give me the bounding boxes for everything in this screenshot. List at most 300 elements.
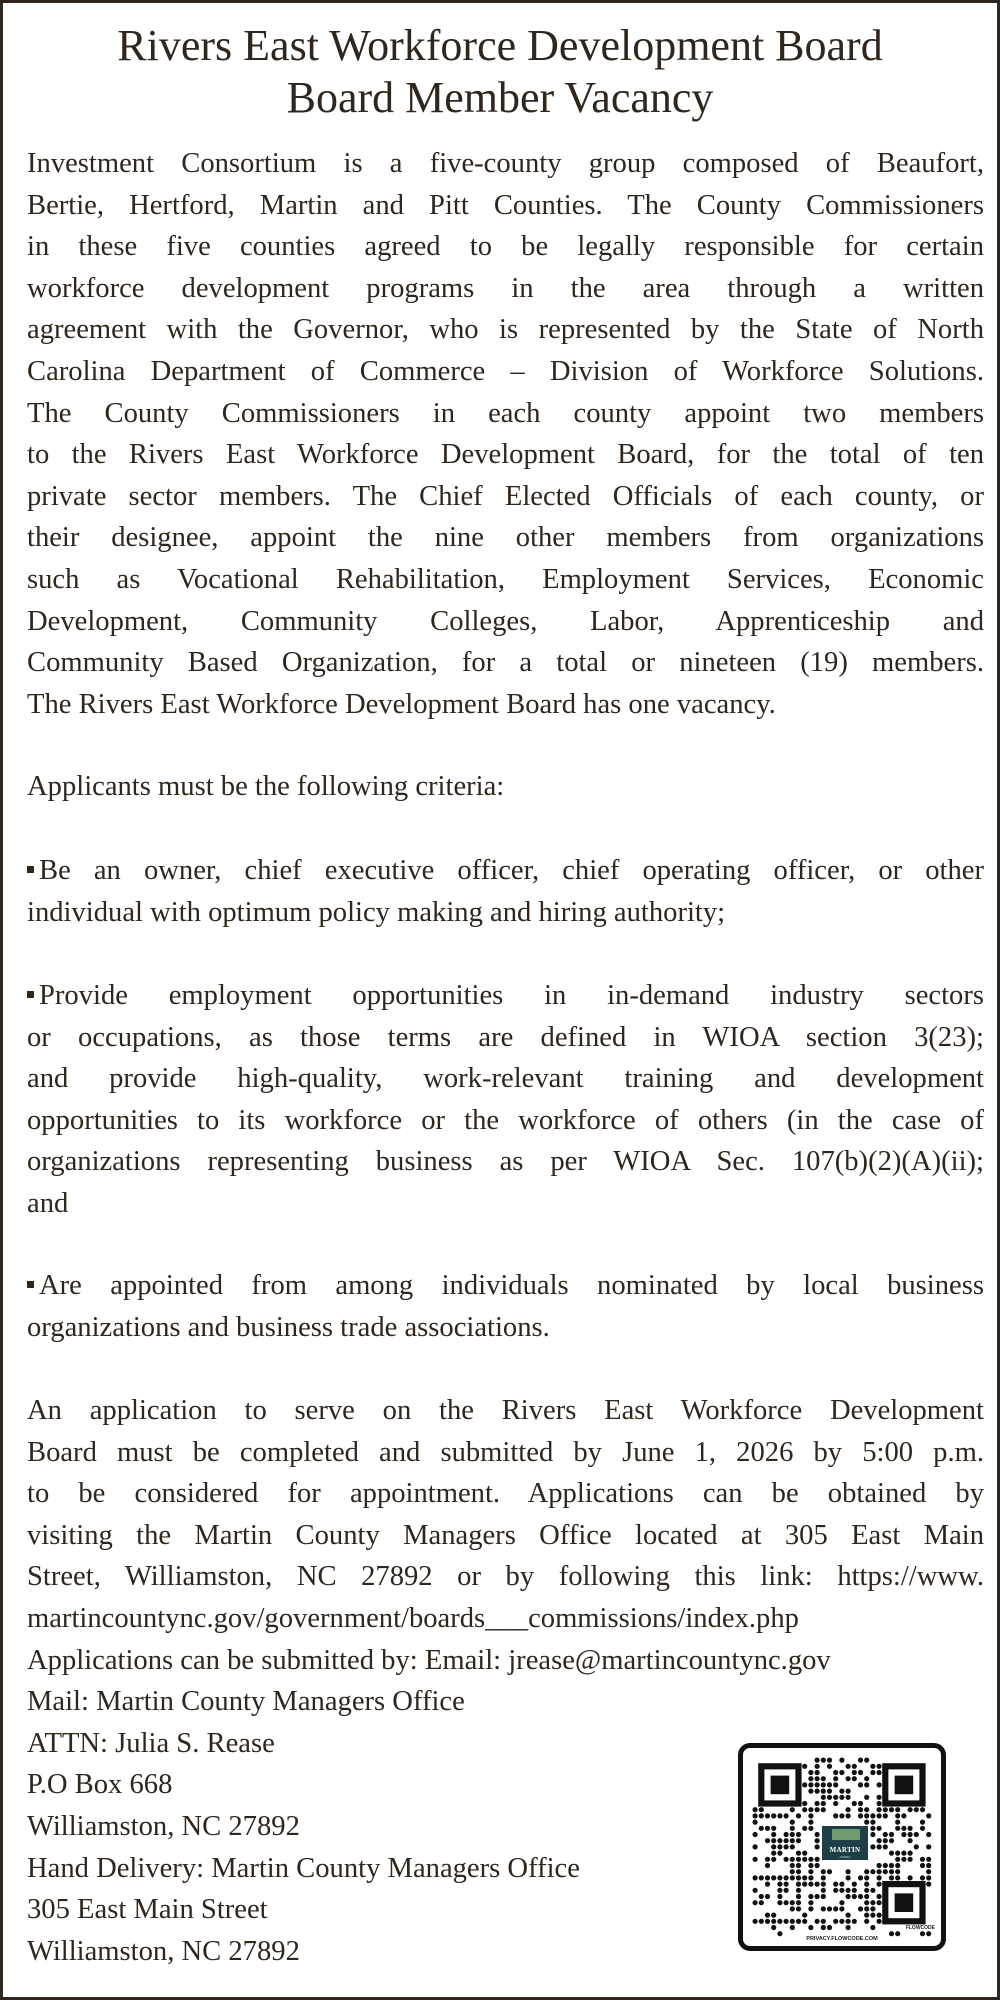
intro-paragraph — [27, 143, 984, 725]
qr-dot — [808, 1869, 813, 1874]
qr-dot — [802, 1807, 807, 1812]
qr-dot — [864, 1795, 869, 1800]
qr-dot — [845, 1807, 850, 1812]
qr-dot — [796, 1863, 801, 1868]
qr-dot — [821, 1919, 826, 1924]
qr-dot — [808, 1900, 813, 1905]
qr-dot — [790, 1925, 795, 1930]
qr-dot — [833, 1782, 838, 1787]
qr-dot — [876, 1875, 881, 1880]
qr-dot — [790, 1900, 795, 1905]
qr-dot — [845, 1925, 850, 1930]
qr-dot — [926, 1844, 931, 1849]
qr-dot — [796, 1813, 801, 1818]
mail-line: 305 East Main Street — [27, 1894, 268, 1926]
qr-dot — [864, 1782, 869, 1787]
qr-dot — [777, 1875, 782, 1880]
bullet-text: Provide employment opportunities in in-demand industry sectors — [39, 980, 984, 1011]
qr-dot — [839, 1919, 844, 1924]
qr-dot — [883, 1869, 888, 1874]
bullet-line: and provide high-quality, work-relevant training and development — [27, 1063, 984, 1095]
bullet-icon — [27, 866, 34, 873]
qr-dot — [907, 1807, 912, 1812]
qr-dot — [821, 1894, 826, 1899]
bullet-text: Be an owner, chief executive officer, chief operating officer, or other — [39, 855, 984, 886]
qr-dot — [876, 1838, 881, 1843]
qr-dot — [907, 1838, 912, 1843]
qr-dot — [889, 1875, 894, 1880]
qr-dot — [765, 1919, 770, 1924]
qr-dot — [777, 1894, 782, 1899]
mail-line: Hand Delivery: Martin County Managers Office — [27, 1852, 580, 1884]
qr-dot — [852, 1881, 857, 1886]
qr-dot — [821, 1875, 826, 1880]
qr-dot — [926, 1857, 931, 1862]
qr-dot — [771, 1832, 776, 1837]
qr-dot — [870, 1888, 875, 1893]
qr-dot — [839, 1906, 844, 1911]
qr-dot — [802, 1801, 807, 1806]
bullet-line: or occupations, as those terms are defined in WIOA section 3(23); — [27, 1021, 984, 1053]
qr-dot — [833, 1881, 838, 1886]
qr-dot — [858, 1807, 863, 1812]
logo-text: MARTIN — [829, 1846, 861, 1854]
qr-dot — [870, 1826, 875, 1831]
qr-dot — [790, 1826, 795, 1831]
criteria-heading — [27, 766, 984, 808]
qr-dot — [858, 1757, 863, 1762]
qr-dot — [827, 1757, 832, 1762]
qr-dot — [771, 1838, 776, 1843]
email-line[interactable]: Applications can be submitted by: Email: jrease@martincountync.gov — [27, 1644, 831, 1676]
qr-dot — [821, 1881, 826, 1886]
qr-dot — [852, 1764, 857, 1769]
qr-dot — [827, 1795, 832, 1800]
qr-dot — [777, 1844, 782, 1849]
qr-dot — [814, 1881, 819, 1886]
qr-dot — [876, 1912, 881, 1917]
qr-dot — [895, 1807, 900, 1812]
qr-dot — [777, 1900, 782, 1905]
qr-dot — [895, 1819, 900, 1824]
qr-dot — [759, 1813, 764, 1818]
qr-dot — [889, 1838, 894, 1843]
qr-dot — [783, 1844, 788, 1849]
qr-dot — [895, 1863, 900, 1868]
qr-dot — [771, 1875, 776, 1880]
qr-dot — [870, 1770, 875, 1775]
qr-dot — [814, 1832, 819, 1837]
qr-dot — [777, 1850, 782, 1855]
qr-dot — [858, 1782, 863, 1787]
qr-dot — [777, 1919, 782, 1924]
qr-dot — [870, 1869, 875, 1874]
qr-dot — [833, 1906, 838, 1911]
qr-dot — [920, 1807, 925, 1812]
intro-line: Community Based Organization, for a total or nineteen (19) members. — [27, 647, 984, 679]
qr-dot — [790, 1875, 795, 1880]
qr-dot — [870, 1819, 875, 1824]
qr-dot — [858, 1813, 863, 1818]
qr-dot — [920, 1857, 925, 1862]
qr-dot — [752, 1857, 757, 1862]
qr-dot — [821, 1757, 826, 1762]
qr-dot — [858, 1875, 863, 1880]
qr-dot — [833, 1813, 838, 1818]
bullet-line: individual with optimum policy making and hiring authority; — [27, 896, 726, 928]
qr-dot — [907, 1857, 912, 1862]
criteria-bullet-3 — [27, 1265, 984, 1348]
qr-dot — [883, 1838, 888, 1843]
qr-dot — [926, 1832, 931, 1837]
qr-dot — [833, 1801, 838, 1806]
mail-line: Mail: Martin County Managers Office — [27, 1686, 465, 1718]
qr-dot — [783, 1875, 788, 1880]
qr-dot — [864, 1881, 869, 1886]
qr-dot — [771, 1813, 776, 1818]
qr-dot — [759, 1919, 764, 1924]
qr-dot — [796, 1850, 801, 1855]
qr-dot — [765, 1912, 770, 1917]
qr-dot — [901, 1857, 906, 1862]
qr-dot — [920, 1863, 925, 1868]
qr-dot — [765, 1875, 770, 1880]
qr-dot — [876, 1844, 881, 1849]
qr-dot — [796, 1875, 801, 1880]
qr-dot — [796, 1832, 801, 1837]
qr-dot — [876, 1782, 881, 1787]
qr-dot — [926, 1875, 931, 1880]
intro-line: Investment Consortium is a five-county group composed of Beaufort, — [27, 148, 984, 179]
qr-dot — [833, 1888, 838, 1893]
qr-dot — [765, 1881, 770, 1886]
qr-dot — [808, 1906, 813, 1911]
qr-dot — [783, 1888, 788, 1893]
qr-dot — [827, 1764, 832, 1769]
qr-dot — [845, 1888, 850, 1893]
qr-dot — [796, 1900, 801, 1905]
intro-line: to the Rivers East Workforce Development Board, for the total of ten — [27, 439, 984, 471]
qr-dot — [926, 1863, 931, 1868]
title-line-2: Board Member Vacancy — [286, 73, 714, 122]
qr-dot — [814, 1764, 819, 1769]
application-line: Street, Williamston, NC 27892 or by following this link: https://www. — [27, 1561, 984, 1593]
qr-dot — [771, 1850, 776, 1855]
qr-dot — [870, 1764, 875, 1769]
qr-dot — [796, 1869, 801, 1874]
qr-dot — [870, 1912, 875, 1917]
qr-dot — [876, 1919, 881, 1924]
qr-dot — [814, 1857, 819, 1862]
qr-dot — [845, 1776, 850, 1781]
qr-dot — [783, 1838, 788, 1843]
qr-dot — [790, 1819, 795, 1824]
qr-dot — [827, 1906, 832, 1911]
qr-dot — [883, 1807, 888, 1812]
qr-dot — [821, 1906, 826, 1911]
qr-dot — [796, 1888, 801, 1893]
qr-dot — [808, 1788, 813, 1793]
qr-dot — [883, 1813, 888, 1818]
qr-dot — [845, 1764, 850, 1769]
qr-dot — [907, 1875, 912, 1880]
qr-dot — [808, 1819, 813, 1824]
qr-dot — [845, 1795, 850, 1800]
qr-dot — [901, 1813, 906, 1818]
qr-dot — [814, 1919, 819, 1924]
qr-dot — [808, 1776, 813, 1781]
qr-dot — [777, 1881, 782, 1886]
qr-dot — [833, 1776, 838, 1781]
qr-dot — [790, 1838, 795, 1843]
qr-dot — [858, 1894, 863, 1899]
qr-dot — [752, 1875, 757, 1880]
qr-dot — [821, 1869, 826, 1874]
qr-dot — [839, 1757, 844, 1762]
qr-dot — [839, 1888, 844, 1893]
qr-dot — [765, 1813, 770, 1818]
qr-dot — [802, 1826, 807, 1831]
qr-dot — [796, 1906, 801, 1911]
qr-dot — [864, 1912, 869, 1917]
qr-dot — [814, 1757, 819, 1762]
qr-dot — [870, 1900, 875, 1905]
qr-dot — [783, 1813, 788, 1818]
criteria-bullet-2 — [27, 975, 984, 1225]
bullet-line — [27, 975, 984, 1017]
qr-dot — [914, 1844, 919, 1849]
qr-dot — [926, 1869, 931, 1874]
mail-line: Williamston, NC 27892 — [27, 1935, 300, 1967]
qr-dot — [808, 1807, 813, 1812]
qr-dot — [914, 1832, 919, 1837]
qr-dot — [765, 1838, 770, 1843]
intro-line: agreement with the Governor, who is represented by the State of North — [27, 314, 984, 346]
qr-dot — [802, 1764, 807, 1769]
qr-dot — [845, 1894, 850, 1899]
qr-dot — [808, 1863, 813, 1868]
qr-dot — [790, 1919, 795, 1924]
qr-dot — [808, 1826, 813, 1831]
bullet-text: Are appointed from among individuals nominated by local business — [39, 1270, 984, 1301]
qr-dot — [752, 1900, 757, 1905]
qr-dot — [852, 1801, 857, 1806]
qr-dot — [796, 1838, 801, 1843]
qr-dot — [814, 1894, 819, 1899]
qr-dot — [876, 1770, 881, 1775]
bullet-icon — [27, 1281, 34, 1288]
title-line-1: Rivers East Workforce Development Board — [117, 21, 883, 70]
qr-dot — [895, 1875, 900, 1880]
qr-dot — [864, 1875, 869, 1880]
bullet-line: opportunities to its workforce or the workforce of others (in the case of — [27, 1104, 984, 1136]
qr-dot — [895, 1850, 900, 1855]
qr-dot — [802, 1782, 807, 1787]
qr-dot — [759, 1826, 764, 1831]
bullet-icon — [27, 991, 34, 998]
bullet-line: and — [27, 1187, 69, 1219]
qr-dot — [814, 1807, 819, 1812]
qr-dot — [765, 1894, 770, 1899]
qr-dot — [771, 1919, 776, 1924]
qr-dot — [827, 1788, 832, 1793]
qr-dot — [876, 1863, 881, 1868]
intro-line: such as Vocational Rehabilitation, Employment Services, Economic — [27, 563, 984, 595]
qr-dot — [876, 1801, 881, 1806]
qr-dot — [889, 1863, 894, 1868]
qr-dot — [876, 1807, 881, 1812]
qr-dot — [870, 1844, 875, 1849]
qr-dot — [827, 1869, 832, 1874]
qr-dot — [852, 1888, 857, 1893]
qr-dot — [821, 1795, 826, 1800]
qr-dot — [839, 1813, 844, 1818]
qr-dot — [907, 1850, 912, 1855]
qr-dot — [852, 1919, 857, 1924]
qr-dot — [876, 1881, 881, 1886]
qr-dot — [870, 1925, 875, 1930]
qr-dot — [858, 1770, 863, 1775]
qr-dot — [777, 1813, 782, 1818]
qr-dot — [777, 1838, 782, 1843]
qr-dot — [876, 1795, 881, 1800]
qr-dot — [920, 1826, 925, 1831]
notice-title — [0, 20, 1000, 124]
qr-dot — [883, 1863, 888, 1868]
mail-line: P.O Box 668 — [27, 1769, 173, 1801]
qr-dot — [808, 1925, 813, 1930]
qr-dot — [814, 1770, 819, 1775]
qr-dot — [759, 1894, 764, 1899]
qr-dot — [839, 1788, 844, 1793]
bullet-line: organizations representing business as per WIOA Sec. 107(b)(2)(A)(ii); — [27, 1146, 984, 1178]
qr-dot — [852, 1770, 857, 1775]
qr-dot — [870, 1832, 875, 1837]
qr-dot — [802, 1919, 807, 1924]
qr-dot — [821, 1788, 826, 1793]
qr-dot — [852, 1894, 857, 1899]
qr-dot — [821, 1888, 826, 1893]
qr-dot — [833, 1795, 838, 1800]
intro-line: Development, Community Colleges, Labor, Apprenticeship and — [27, 605, 984, 637]
qr-dot — [864, 1819, 869, 1824]
qr-dot — [833, 1770, 838, 1775]
qr-code[interactable] — [738, 1743, 946, 1951]
qr-dot — [808, 1770, 813, 1775]
qr-dot — [752, 1919, 757, 1924]
qr-dot — [765, 1826, 770, 1831]
qr-dot — [771, 1826, 776, 1831]
intro-line: Bertie, Hertford, Martin and Pitt Counties. The County Commissioners — [27, 189, 984, 221]
qr-dot — [926, 1813, 931, 1818]
qr-dot — [883, 1832, 888, 1837]
qr-dot — [839, 1770, 844, 1775]
intro-line: private sector members. The Chief Elected Officials of each county, or — [27, 480, 984, 512]
qr-dot — [864, 1894, 869, 1899]
qr-dot — [876, 1900, 881, 1905]
criteria-bullet-1 — [27, 850, 984, 933]
mail-line: ATTN: Julia S. Rease — [27, 1727, 275, 1759]
qr-dot — [790, 1807, 795, 1812]
qr-dot — [839, 1795, 844, 1800]
qr-dot — [876, 1826, 881, 1831]
qr-dot — [864, 1869, 869, 1874]
qr-dot — [821, 1776, 826, 1781]
qr-dot — [771, 1925, 776, 1930]
qr-dot — [864, 1888, 869, 1893]
qr-dot — [808, 1894, 813, 1899]
qr-dot — [839, 1881, 844, 1886]
application-link[interactable]: martincountync.gov/government/boards___commissions/index.php — [27, 1602, 799, 1634]
qr-dot — [771, 1844, 776, 1849]
qr-dot — [870, 1906, 875, 1911]
qr-dot — [926, 1881, 931, 1886]
qr-finder-icon — [885, 1884, 922, 1921]
qr-dot — [833, 1919, 838, 1924]
qr-dot — [864, 1757, 869, 1762]
qr-dot — [845, 1813, 850, 1818]
qr-dot — [752, 1832, 757, 1837]
application-line: Board must be completed and submitted by June 1, 2026 by 5:00 p.m. — [27, 1436, 984, 1468]
qr-dot — [901, 1850, 906, 1855]
qr-dot — [914, 1807, 919, 1812]
qr-dot — [845, 1869, 850, 1874]
intro-line: workforce development programs in the area through a written — [27, 272, 984, 304]
qr-dot — [814, 1801, 819, 1806]
qr-dot — [771, 1912, 776, 1917]
qr-dot — [808, 1813, 813, 1818]
qr-dot — [790, 1863, 795, 1868]
qr-dot — [752, 1813, 757, 1818]
qr-dot — [858, 1801, 863, 1806]
bullet-line: organizations and business trade associations. — [27, 1311, 550, 1343]
qr-dot — [752, 1807, 757, 1812]
qr-dot — [864, 1906, 869, 1911]
qr-dot — [852, 1776, 857, 1781]
bullet-line — [27, 1265, 984, 1307]
qr-dot — [765, 1857, 770, 1862]
qr-dot — [876, 1894, 881, 1899]
qr-dot — [864, 1776, 869, 1781]
qr-dot — [858, 1906, 863, 1911]
qr-dot — [889, 1807, 894, 1812]
qr-dot — [771, 1857, 776, 1862]
qr-dot — [790, 1869, 795, 1874]
qr-dot — [895, 1869, 900, 1874]
qr-dot — [895, 1813, 900, 1818]
qr-dot — [845, 1875, 850, 1880]
qr-dot — [759, 1875, 764, 1880]
qr-dot — [808, 1782, 813, 1787]
application-line: visiting the Martin County Managers Office located at 305 East Main — [27, 1519, 984, 1551]
qr-dot — [790, 1857, 795, 1862]
martin-county-logo — [822, 1826, 868, 1860]
qr-dot — [752, 1819, 757, 1824]
qr-dot — [920, 1819, 925, 1824]
qr-dot — [802, 1912, 807, 1917]
qr-dot — [759, 1900, 764, 1905]
qr-dot — [802, 1881, 807, 1886]
qr-dot — [883, 1844, 888, 1849]
mail-line: Williamston, NC 27892 — [27, 1810, 300, 1842]
intro-line: in these five counties agreed to be legally responsible for certain — [27, 231, 984, 263]
qr-dot — [790, 1844, 795, 1849]
qr-dot — [907, 1832, 912, 1837]
qr-dot — [889, 1832, 894, 1837]
qr-dot — [783, 1881, 788, 1886]
qr-dot — [808, 1875, 813, 1880]
qr-dot — [752, 1888, 757, 1893]
